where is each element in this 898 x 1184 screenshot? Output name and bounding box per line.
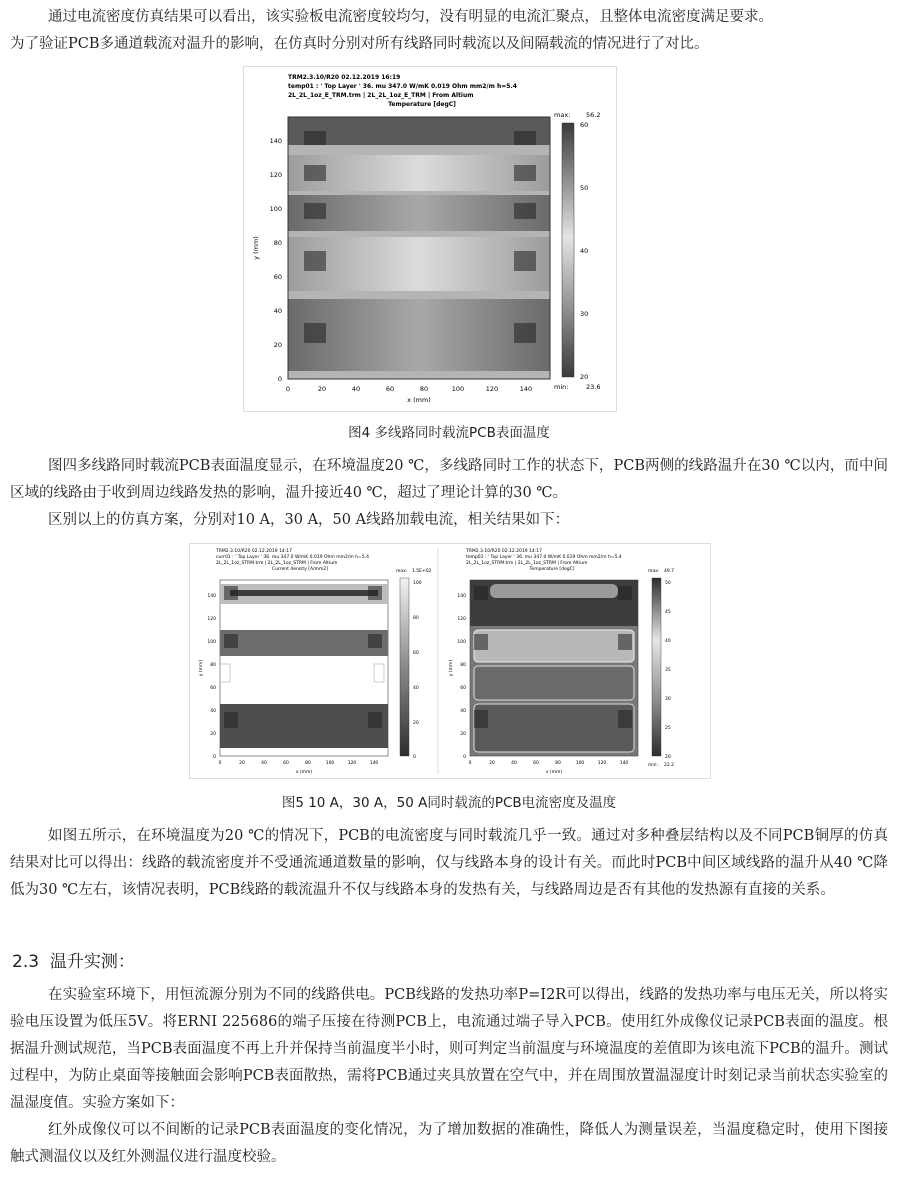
svg-text:100: 100 — [413, 581, 422, 586]
fig5-left-y-ticks — [207, 593, 216, 760]
svg-text:60: 60 — [210, 686, 216, 691]
fig5-right-min-value: 22.2 — [664, 763, 675, 768]
fig5-right-plot-title: Temperature [degC] — [529, 567, 575, 572]
fig5-right-x-ticks — [469, 760, 629, 766]
fig4-header-line-3: 2L_2L_1oz_E_TRM.trm | 2L_2L_1oz_E_TRM | From Altium — [288, 92, 474, 99]
svg-text:80: 80 — [210, 663, 216, 668]
fig4-xtick: 40 — [351, 385, 361, 393]
fig4-xtick: 140 — [519, 385, 533, 393]
fig5-left-ylabel: y (mm) — [199, 659, 204, 677]
section-number: 2.3 — [12, 952, 40, 972]
svg-text:20: 20 — [413, 721, 419, 726]
svg-text:140: 140 — [369, 761, 379, 766]
svg-text:80: 80 — [555, 761, 561, 766]
svg-text:100: 100 — [457, 640, 466, 645]
svg-text:100: 100 — [325, 761, 335, 766]
fig5-right-ylabel: y (mm) — [449, 659, 454, 677]
fig5-left-band-3 — [220, 704, 388, 748]
svg-text:120: 120 — [597, 761, 607, 766]
svg-text:0: 0 — [468, 761, 472, 766]
svg-text:140: 140 — [619, 761, 629, 766]
fig5-right-hot-spot-1 — [490, 584, 618, 598]
svg-text:0: 0 — [218, 761, 222, 766]
svg-text:80: 80 — [460, 663, 466, 668]
fig5-right-band-2 — [474, 630, 634, 662]
svg-text:60: 60 — [283, 761, 289, 766]
fig5-right-xlabel: x (mm) — [545, 770, 563, 775]
fig4-min-value: 23.6 — [586, 383, 601, 391]
svg-text:100: 100 — [575, 761, 585, 766]
fig4-color-scale — [562, 123, 574, 377]
fig5-right-color-scale — [652, 578, 661, 756]
fig5-right-band-4 — [474, 704, 634, 752]
paragraph-section-2-3-method: 在实验室环境下，用恒流源分别为不同的线路供电。PCB线路的发热功率P=I2R可以得出，线路的发热功率与电压无关，所以将实验电压设置为低压5V。将ERNI 225686的端子压接在待测PCB上，电流通过端子导入PCB。使用红外成像仪记录PCB表面的温度。根据温升测试规范，当PCB表面温度不再上升并保持当前温度半小时，则可判定当前温度与环境温度的差值即为该电流下PCB的温升。测试过程中，为防止桌面等接触面会影响PCB表面散热，需将PCB通过夹具放置在空气中，并在周围放置温湿度计时刻记录当前状态实验室的温湿度值。实验方案如下： — [10, 987, 888, 1111]
fig4-scale-top: 60 — [580, 121, 589, 129]
fig5-left-plot-title: Current density [A/mm2] — [272, 567, 328, 572]
figure-5 — [189, 543, 711, 779]
fig4-plot-title: Temperature [degC] — [388, 101, 456, 108]
fig5-left-trace-1 — [230, 590, 378, 596]
fig4-ytick: 0 — [277, 375, 282, 383]
svg-text:20: 20 — [210, 732, 216, 737]
fig5-left-scale-ticks — [413, 580, 422, 760]
paragraph-fig4-discussion: 图四多线路同时载流PCB表面温度显示，在环境温度20 ℃，多线路同时工作的状态下，PCB两侧的线路温升在30 ℃以内，而中间区域的线路由于收到周边线路发热的影响，温升接近40 ℃，超过了理论计算的30 ℃。 — [10, 458, 888, 501]
fig4-max-value: 56.2 — [586, 111, 601, 119]
fig5-left-color-scale — [400, 578, 409, 756]
fig4-xtick: 120 — [485, 385, 499, 393]
fig4-scale-tick: 40 — [580, 247, 589, 255]
svg-text:40: 40 — [261, 761, 267, 766]
fig4-scale-tick: 50 — [580, 184, 589, 192]
fig5-right-header-1: TRM2.3.10/R20 02.12.2019 14:17 — [466, 549, 543, 554]
fig5-right-panel — [448, 548, 674, 775]
svg-text:120: 120 — [347, 761, 357, 766]
fig5-right-scale-ticks — [665, 580, 671, 760]
paragraph-fig5-discussion: 如图五所示，在环境温度为20 ℃的情况下，PCB的电流密度与同时载流几乎一致。通过对多种叠层结构以及不同PCB铜厚的仿真结果对比可以得出：线路的载流密度并不受通流通道数量的影响，仅与线路本身的设计有关。而此时PCB中间区域线路的温升从40 ℃降低为30 ℃左右，该情况表明，PCB线路的载流温升不仅与线路本身的发热有关，与线路周边是否有其他的发热源有直接的关系。 — [10, 828, 888, 898]
svg-text:40: 40 — [210, 709, 216, 714]
svg-text:140: 140 — [457, 594, 466, 599]
svg-text:40: 40 — [413, 686, 419, 691]
fig4-ytick: 40 — [273, 307, 282, 315]
fig4-ytick: 120 — [269, 171, 282, 179]
section-heading — [12, 947, 135, 972]
svg-text:80: 80 — [413, 616, 419, 621]
fig5-left-panel — [198, 548, 432, 775]
svg-text:30: 30 — [665, 697, 671, 702]
fig4-x-ticks — [286, 385, 532, 393]
figure-4-caption: 图4 多线路同时载流PCB表面温度 — [348, 425, 550, 441]
figure-4 — [243, 66, 617, 412]
fig5-right-band-3 — [474, 666, 634, 700]
fig4-xtick: 60 — [385, 385, 395, 393]
svg-text:20: 20 — [460, 732, 466, 737]
svg-text:60: 60 — [413, 651, 419, 656]
svg-text:0: 0 — [413, 755, 416, 760]
svg-text:20: 20 — [489, 761, 495, 766]
fig4-xtick: 0 — [285, 385, 291, 393]
fig5-left-xlabel: x (mm) — [295, 770, 313, 775]
fig5-left-max-label: max: — [396, 569, 408, 574]
paragraph-fig4-transition: 区别以上的仿真方案，分别对10 A，30 A，50 A线路加载电流，相关结果如下： — [48, 512, 570, 528]
fig4-ylabel: y (mm) — [252, 236, 260, 260]
svg-text:100: 100 — [207, 640, 216, 645]
fig5-left-header-1: TRM2.3.10/R20 02.12.2019 14:17 — [216, 549, 293, 554]
svg-text:80: 80 — [305, 761, 311, 766]
fig5-right-min-label: min: — [648, 763, 659, 768]
fig4-header-line-2: temp01 : ' Top Layer ' 36. mu 347.0 W/mK 0.019 Ohm mm2/m h=5.4 — [288, 83, 517, 90]
paragraph-intro-1: 通过电流密度仿真结果可以看出，该实验板电流密度较均匀，没有明显的电流汇聚点，且整体电流密度满足要求。 — [48, 9, 773, 25]
svg-text:20: 20 — [239, 761, 245, 766]
fig5-left-header-3: 2L_2L_1oz_STRM.trm | 2L_2L_1oz_STRM | From Altium — [216, 561, 338, 566]
fig4-ytick: 100 — [269, 205, 282, 213]
fig5-left-header-2: curr01 : ' Top Layer ' 36. mu 347.0 W/mK 0.019 Ohm mm2/m h=5.4 — [216, 555, 369, 560]
fig5-right-max-label: max: — [648, 569, 660, 574]
fig5-left-x-ticks — [219, 760, 379, 766]
fig5-right-max-value: 49.7 — [664, 569, 675, 574]
fig5-left-max-value: 1.5E+02 — [412, 569, 432, 574]
svg-text:50: 50 — [665, 581, 671, 586]
fig4-header-line-1: TRM2.3.10/R20 02.12.2019 16:19 — [288, 74, 401, 81]
svg-text:35: 35 — [665, 668, 671, 673]
fig5-left-band-2 — [220, 630, 388, 656]
svg-text:0: 0 — [213, 755, 216, 760]
figure-4-plot — [244, 67, 616, 411]
svg-text:40: 40 — [460, 709, 466, 714]
fig4-band-top — [288, 117, 550, 145]
fig4-band-2 — [288, 155, 550, 191]
paragraph-section-2-3-calibration: 红外成像仪可以不间断的记录PCB表面温度的变化情况，为了增加数据的准确性，降低人为测量误差，当温度稳定时，使用下图接触式测温仪以及红外测温仪进行温度校验。 — [10, 1122, 888, 1165]
svg-text:40: 40 — [511, 761, 517, 766]
figure-5-plot — [190, 544, 710, 778]
fig4-y-ticks — [270, 137, 282, 383]
svg-text:40: 40 — [665, 639, 671, 644]
fig5-right-header-3: 2L_2L_1oz_STRM.trm | 2L_2L_1oz_STRM | From Altium — [466, 561, 588, 566]
svg-text:140: 140 — [207, 594, 216, 599]
figure-5-caption: 图5 10 A，30 A，50 A同时载流的PCB电流密度及温度 — [281, 795, 617, 811]
fig5-right-y-ticks — [457, 593, 466, 760]
fig4-band-5 — [288, 299, 550, 371]
fig5-right-header-2: temp01 : ' Top Layer ' 36. mu 347.0 W/mK 0.019 Ohm mm2/m h=5.4 — [466, 555, 622, 560]
fig4-ytick: 20 — [273, 341, 282, 349]
fig4-scale-tick: 30 — [580, 310, 589, 318]
fig4-scale-bottom: 20 — [580, 373, 589, 381]
svg-text:60: 60 — [533, 761, 539, 766]
fig4-xlabel: x (mm) — [407, 396, 431, 404]
paragraph-intro-2: 为了验证PCB多通道载流对温升的影响，在仿真时分别对所有线路同时载流以及间隔载流的情况进行了对比。 — [10, 36, 709, 52]
svg-text:120: 120 — [457, 617, 466, 622]
svg-text:120: 120 — [207, 617, 216, 622]
fig4-max-label: max: — [554, 111, 571, 119]
svg-text:20: 20 — [665, 755, 671, 760]
fig4-xtick: 20 — [317, 385, 327, 393]
svg-text:25: 25 — [665, 726, 671, 731]
fig4-band-4 — [288, 237, 550, 291]
fig4-ytick: 140 — [269, 137, 282, 145]
fig4-ytick: 80 — [273, 239, 282, 247]
section-title: 温升实测： — [49, 952, 135, 972]
fig4-xtick: 80 — [419, 385, 429, 393]
fig4-band-3 — [288, 195, 550, 231]
svg-text:45: 45 — [665, 610, 671, 615]
fig4-xtick: 100 — [451, 385, 465, 393]
fig4-ytick: 60 — [273, 273, 282, 281]
fig4-min-label: min: — [554, 383, 569, 391]
svg-text:60: 60 — [460, 686, 466, 691]
svg-text:0: 0 — [463, 755, 466, 760]
